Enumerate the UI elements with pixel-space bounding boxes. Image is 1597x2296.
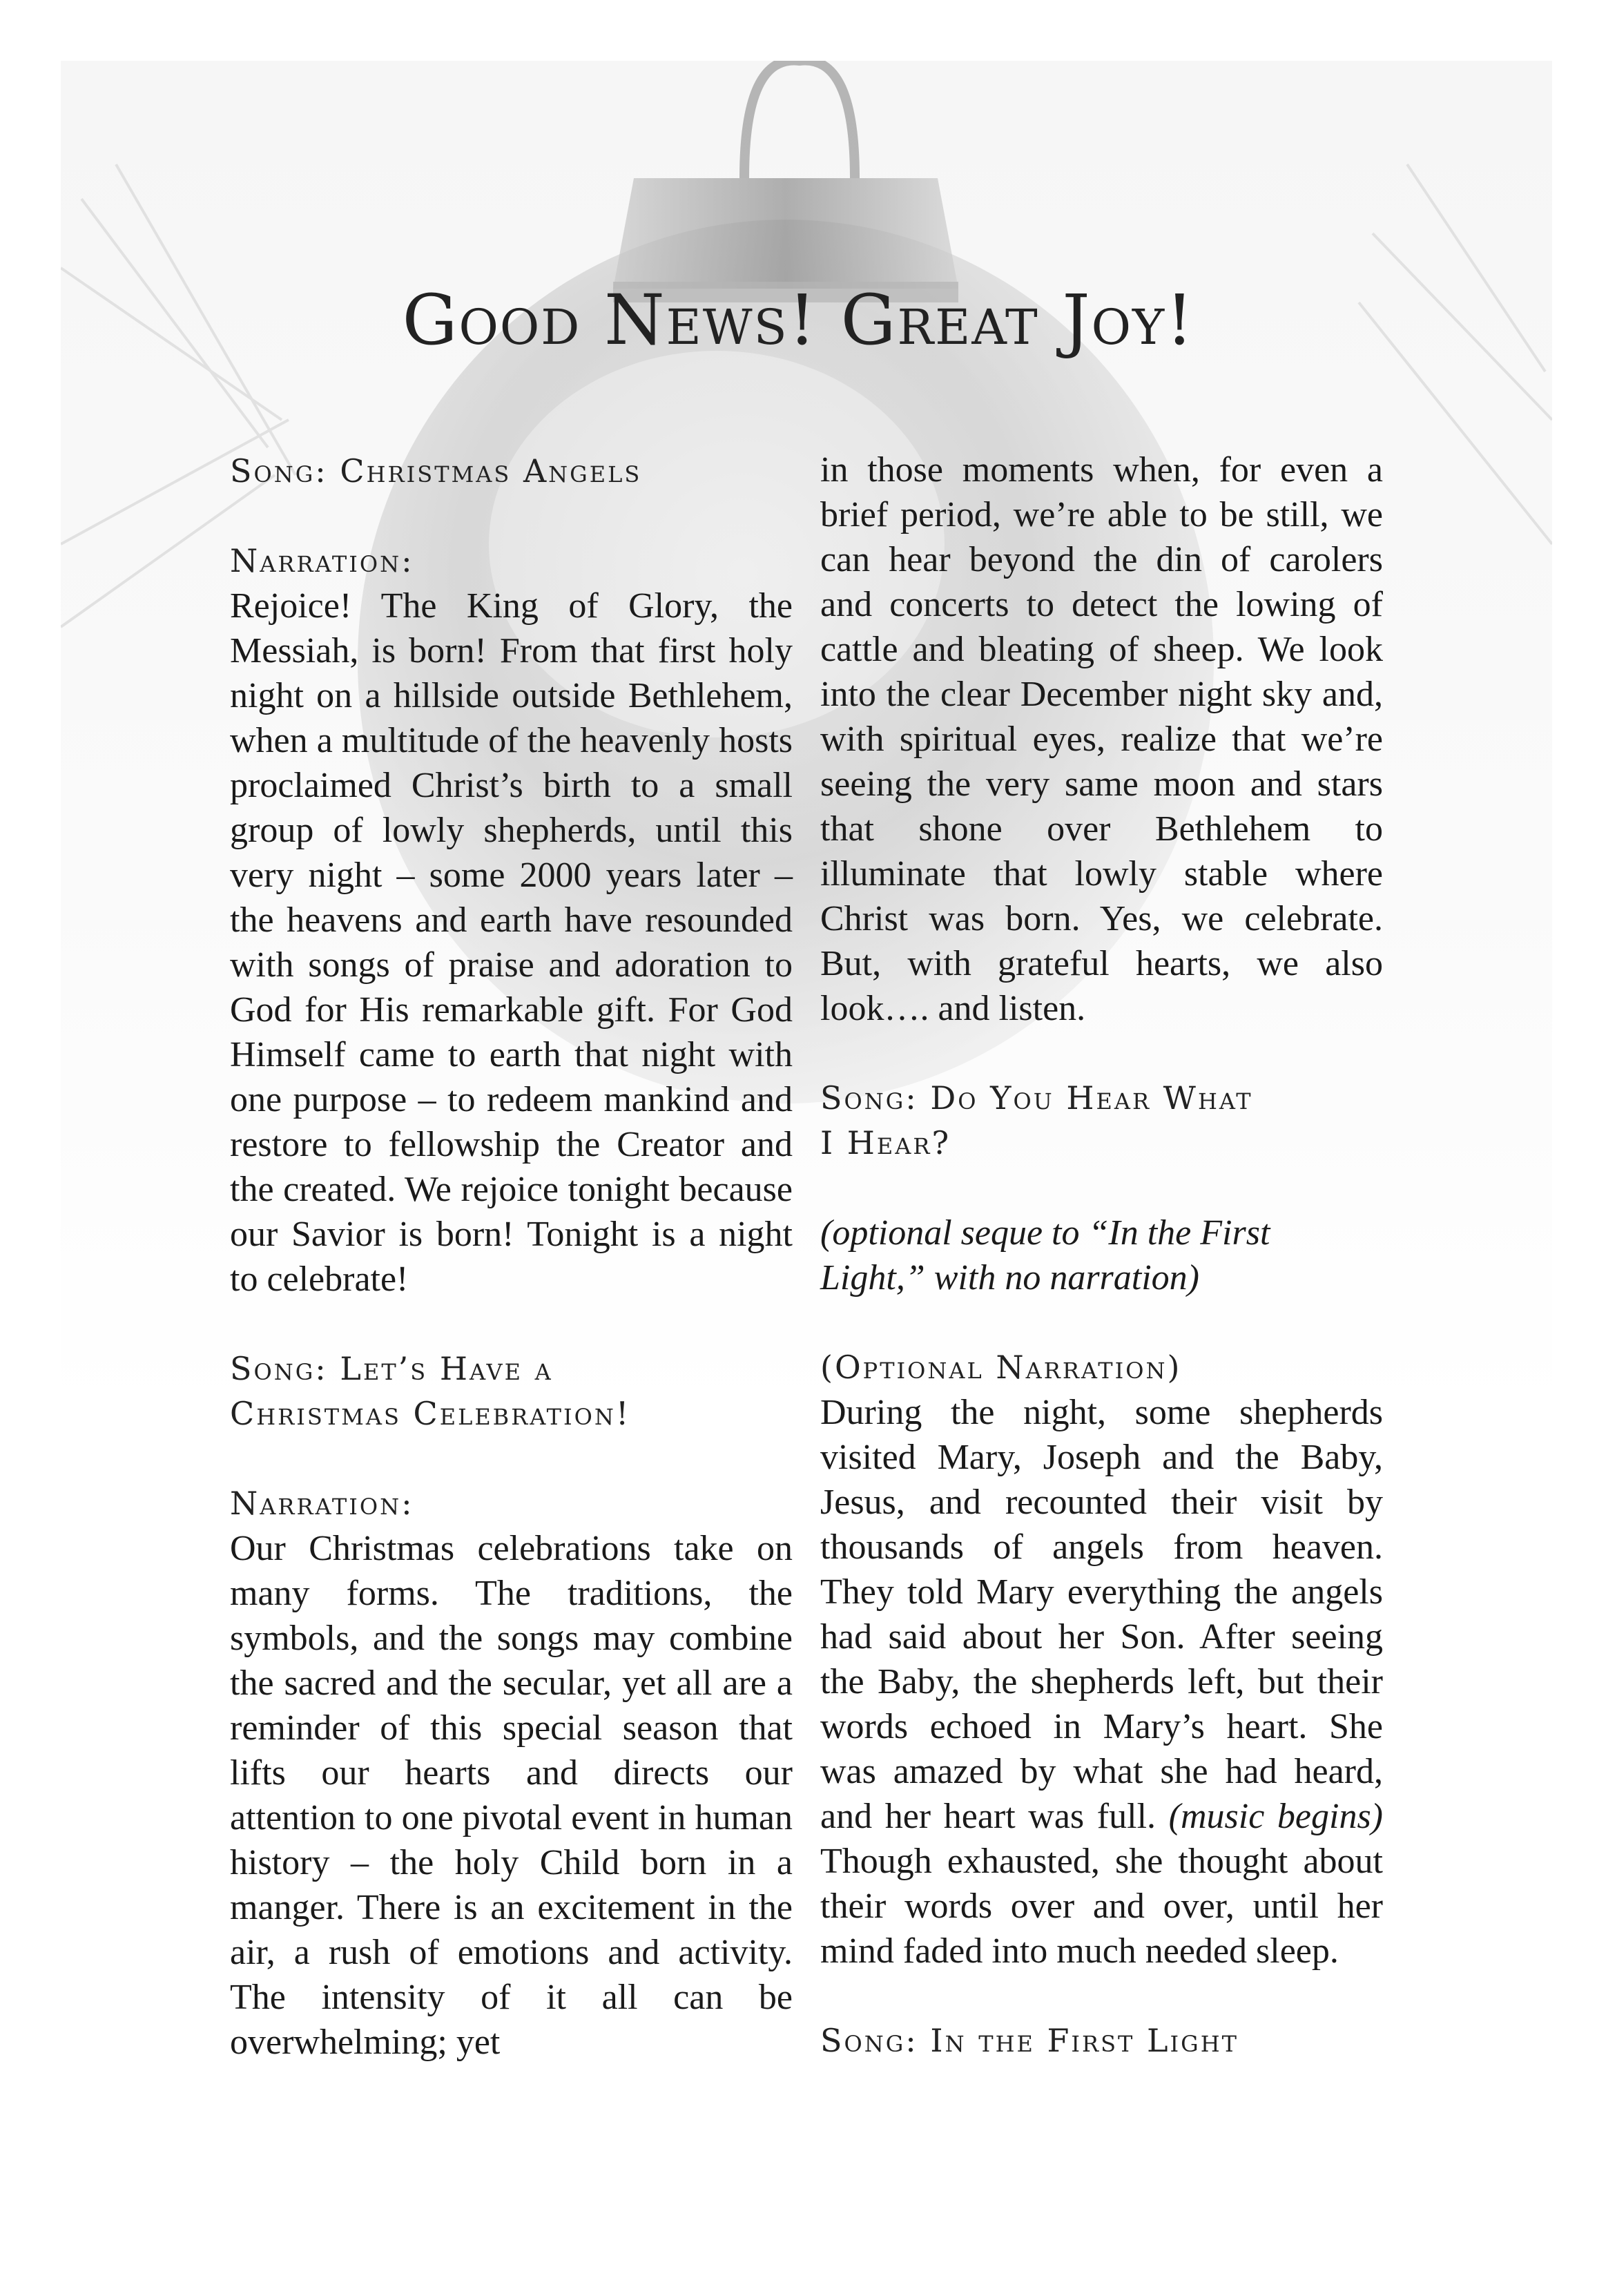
narration-paragraph: Our Christmas celebrations take on many forms. The traditions, the symbols, and the songs may combine the sacred and the secular, yet all are a reminder of this special season that lifts our hearts and directs our attention to one pivotal event in human history – the holy Child born in a manger. There is an excitement in the air, a rush of emotions and activity. The intensity of it all can be overwhelming; yet xyxy=(230,1529,793,2062)
narration-paragraph: Rejoice! The King of Glory, the Messiah, is born! From that first holy night on a hillside outside Bethlehem, when a multitude of the heavenly hosts proclaimed Christ’s birth to a small group of lowly shepherds, until this very night – some 2000 years later – the heavens and earth have resounded with songs of praise and adoration to God for His remarkable gift. For God Himself came to earth that night with one purpose – to redeem mankind and restore to fellowship the Creator and the created. We rejoice tonight because our Savior is born! Tonight is a night to celebrate! xyxy=(230,586,793,1299)
song-heading: Song: In the First Light xyxy=(820,2022,1239,2059)
song-heading: Song: Let’s Have a xyxy=(230,1350,553,1387)
optional-narration-text: During the night, some shepherds visited Mary, Joseph and the Baby, Jesus, and recounted their visit by thousands of angels from heaven. They told Mary everything the angels had said about her Son. After seeing the Baby, the shepherds left, but their words echoed in Mary’s heart. She was amazed by what she had heard, and her heart was full. xyxy=(820,1393,1383,1836)
narration-paragraph-continued: in those moments when, for even a brief period, we’re able to be still, we can hear beyond the din of carolers and concerts to detect the lowing of cattle and bleating of sheep. We look into the clear December night sky and, with spiritual eyes, realize that we’re seeing the very same moon and stars that shone over Bethlehem to illuminate that lowly stable where Christ was born. Yes, we celebrate. But, with grateful hearts, we also look…. and listen. xyxy=(820,450,1383,1028)
song-heading-continued: I Hear? xyxy=(820,1124,951,1161)
optional-narration-text-2: Though exhausted, she thought about their words over and over, until her mind faded into much needed sleep. xyxy=(820,1842,1383,1971)
optional-narration-label: (Optional Narration) xyxy=(820,1349,1182,1386)
right-column xyxy=(820,447,1383,2063)
music-cue: (music begins) xyxy=(1168,1797,1384,1836)
narration-label: Narration: xyxy=(230,542,414,579)
song-heading: Song: Do You Hear What xyxy=(820,1079,1253,1117)
optional-narration-paragraph xyxy=(820,1390,1383,1974)
song-heading-continued: Christmas Celebration! xyxy=(230,1395,631,1432)
song-heading: Song: Christmas Angels xyxy=(230,452,642,490)
optional-segue-note: (optional seque to “In the First Light,” with no narration) xyxy=(820,1213,1270,1297)
narration-label: Narration: xyxy=(230,1485,414,1522)
left-column xyxy=(230,449,793,2065)
page-title: Good News! Great Joy! xyxy=(402,280,1195,360)
